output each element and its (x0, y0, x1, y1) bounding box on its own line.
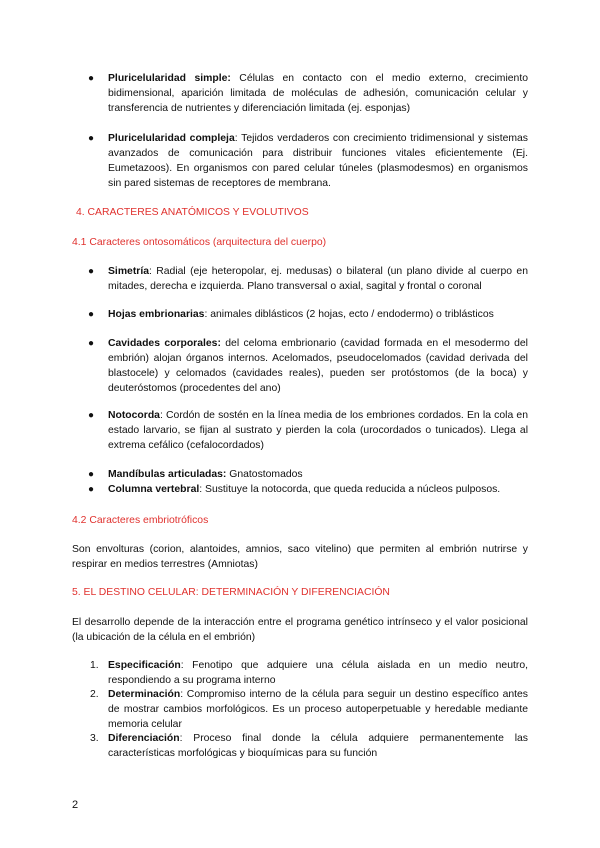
numbered-item (90, 687, 528, 732)
item-text: del celoma embrionario (cavidad formada en el mesodermo del embrión) alojan órganos internos. Acelomados, pseudocelomados (cavidad derivada del blastocele) y celomados (cavidades reales), pueden ser protóstomos (de la boca) y deuteróstomos (procedentes del ano) (108, 338, 528, 394)
term: Mandíbulas articuladas: (108, 469, 227, 480)
item-text: : Compromiso interno de la célula para seguir un destino específico antes de mostrar cambios morfológicos. Es un proceso autoperpetuable y heredable mediante memoria celular (108, 689, 528, 730)
term: Columna vertebral (108, 484, 200, 495)
item-number: 3. (90, 733, 99, 744)
list-item (88, 482, 528, 497)
item-text: : Proceso final donde la célula adquiere permanentemente las características morfológicas y bioquímicas para su función (108, 733, 528, 759)
list-item (88, 307, 528, 322)
list-item (88, 131, 529, 191)
item-text: : Sustituye la notocorda, que queda reducida a núcleos pulposos. (199, 484, 501, 495)
item-text: : Cordón de sostén en la línea media de los embriones cordados. En la cola en estado larvario, se fijan al sustrato y pierden la cola (urocordados o tunicados). Llega al extrema cefálico (cefalocordados) (108, 410, 528, 451)
term: Notocorda (108, 410, 160, 421)
term: Diferenciación (108, 733, 180, 744)
list-item (88, 71, 528, 116)
term: Pluricelularidad simple: (108, 73, 231, 84)
item-text: : Tejidos verdaderos con crecimiento tridimensional y sistemas avanzados de comunicación para distribuir funciones vitales eficientemente (Ej. Eumetazoos). En organismos con pared celular túneles (plasmodesmos) en organismos sin pared sistemas de receptores de membrana. (108, 133, 529, 189)
item-text: : Fenotipo que adquiere una célula aislada en un medio neutro, respondiendo a su programa interno (108, 660, 528, 686)
term: Hojas embrionarias (108, 309, 205, 320)
bullet-icon: ● (88, 73, 95, 84)
term: Especificación (108, 660, 181, 671)
numbered-item (90, 658, 528, 688)
item-text: Gnatostomados (226, 469, 303, 480)
item-text: Células en contacto con el medio externo, crecimiento bidimensional, aparición limitada de moléculas de adhesión, comunicación celular y transferencia de nutrientes y diferenciación limitada (ej. esponjas) (108, 73, 528, 114)
item-text: : Radial (eje heteropolar, ej. medusas) o bilateral (un plano divide al cuerpo en mitades, derecha e izquierda. Plano transversal o axial, sagital y frontal o coronal (108, 266, 528, 292)
bullet-icon: ● (88, 410, 95, 421)
list-item (88, 336, 528, 396)
subsection-heading: 4.2 Caracteres embriotróficos (72, 515, 209, 526)
item-text: : animales diblásticos (2 hojas, ecto / endodermo) o triblásticos (204, 309, 494, 320)
bullet-icon: ● (88, 133, 95, 144)
bullet-icon: ● (88, 266, 95, 277)
list-item (88, 408, 528, 453)
page-number: 2 (72, 799, 79, 811)
numbered-item (90, 731, 528, 761)
section-heading: 4. CARACTERES ANATÓMICOS Y EVOLUTIVOS (76, 207, 309, 218)
paragraph: Son envolturas (corion, alantoides, amnios, saco vitelino) que permiten al embrión nutrirse y respirar en medios terrestres (Amniotas) (72, 544, 528, 570)
bullet-icon: ● (88, 338, 95, 349)
item-number: 2. (90, 689, 99, 700)
term: Determinación (108, 689, 181, 700)
bullet-icon: ● (88, 469, 95, 480)
list-item (88, 264, 528, 294)
bullet-icon: ● (88, 309, 95, 320)
term: Cavidades corporales: (108, 338, 221, 349)
list-item (88, 467, 528, 482)
term: Simetría (108, 266, 150, 277)
section-heading: 5. EL DESTINO CELULAR: DETERMINACIÓN Y DIFERENCIACIÓN (72, 587, 390, 598)
paragraph: El desarrollo depende de la interacción entre el programa genético intrínseco y el valor posicional (la ubicación de la célula en el embrión) (72, 617, 528, 643)
subsection-heading: 4.1 Caracteres ontosomáticos (arquitectura del cuerpo) (72, 237, 327, 248)
item-number: 1. (90, 660, 99, 671)
bullet-icon: ● (88, 484, 95, 495)
term: Pluricelularidad compleja (108, 133, 235, 144)
